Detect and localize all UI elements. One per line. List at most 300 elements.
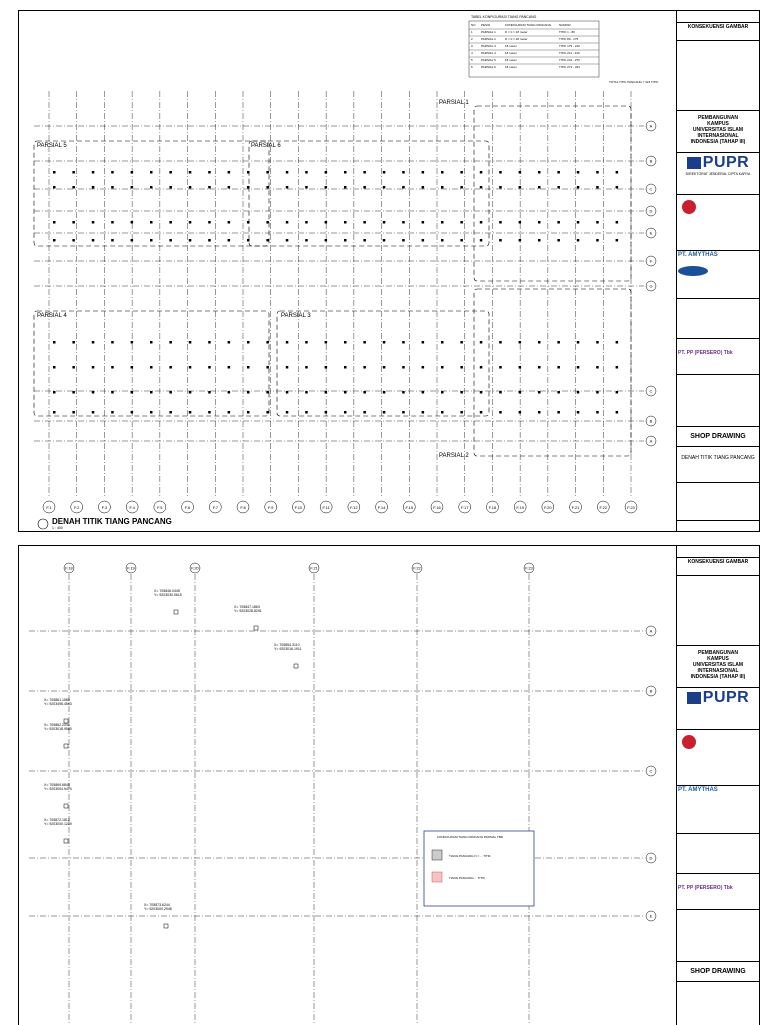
pile-marker [169, 411, 172, 414]
contractor-logo-icon [682, 735, 696, 749]
grid-column-label: F.16 [433, 505, 441, 510]
pile-marker [266, 239, 269, 242]
pile-marker [228, 186, 231, 189]
pile-marker [557, 341, 560, 344]
pile-marker [286, 171, 289, 174]
pile-marker [228, 221, 231, 224]
pile-marker [557, 239, 560, 242]
pile-marker [616, 366, 619, 369]
pile-marker [64, 804, 68, 808]
pile-marker [228, 239, 231, 242]
pile-marker [286, 411, 289, 414]
grid-column-label: F.14 [377, 505, 386, 510]
pile-marker [92, 221, 95, 224]
pile-marker [422, 366, 425, 369]
pile-marker [53, 391, 56, 394]
pile-marker [577, 366, 580, 369]
pile-marker [499, 186, 502, 189]
pile-marker [519, 221, 522, 224]
pile-marker [169, 341, 172, 344]
coordinate-y: Y= 9203016.1911 [274, 647, 302, 651]
legend-item-2: TIANG PANCANG ... TITIK [449, 876, 486, 880]
pile-marker [53, 239, 56, 242]
pile-marker [596, 366, 599, 369]
pile-marker [441, 239, 444, 242]
pile-marker [538, 239, 541, 242]
sheet-pile-coordinates [18, 545, 760, 1025]
consultant-name-2: PT. AMYTHAS [678, 787, 718, 793]
pile-marker [441, 186, 444, 189]
pile-marker [499, 366, 502, 369]
pile-marker [131, 221, 134, 224]
coordinate-y: Y= 9203028.8291 [234, 609, 262, 613]
pile-marker [111, 221, 114, 224]
pile-marker [557, 186, 560, 189]
pile-marker [325, 341, 328, 344]
pile-marker [208, 411, 211, 414]
pile-marker [325, 221, 328, 224]
pile-marker [72, 411, 75, 414]
pile-marker [189, 366, 192, 369]
pile-table-cell: TITIK 241 - 270 [559, 58, 580, 62]
partial-zone-outline [34, 141, 269, 246]
pile-marker [294, 664, 298, 668]
pile-marker [254, 626, 258, 630]
pupr-logo-icon [687, 692, 701, 704]
coordinate-y: Y= 9203000.1289 [44, 822, 72, 826]
grid-row-label: C [649, 186, 653, 192]
pile-marker [92, 171, 95, 174]
pile-marker [538, 221, 541, 224]
partial-zone-outline [474, 289, 631, 456]
title-block-header-2: KONSEKUENSI GAMBAR [677, 558, 759, 576]
pile-marker [64, 839, 68, 843]
pile-marker [208, 391, 211, 394]
pile-marker [499, 239, 502, 242]
pile-marker [72, 221, 75, 224]
pile-marker [344, 171, 347, 174]
pile-table-cell: PARSIAL 6 [481, 65, 496, 69]
pile-table-cell: 18 meter [505, 51, 517, 55]
pile-table-cell: 4 [471, 51, 473, 55]
pile-marker [325, 411, 328, 414]
pile-marker [92, 391, 95, 394]
pile-marker [441, 171, 444, 174]
pile-marker [480, 171, 483, 174]
pile-marker [402, 391, 405, 394]
pile-marker [189, 341, 192, 344]
grid-row-label: B [649, 688, 653, 694]
pile-marker [247, 171, 250, 174]
pt-name-2: PT. PP (PERSERO) Tbk [678, 885, 733, 891]
grid-column-label: F.20 [544, 505, 552, 510]
pile-marker [538, 366, 541, 369]
plan-title-bubble [38, 519, 48, 529]
pile-marker [441, 341, 444, 344]
pile-marker [402, 366, 405, 369]
pile-marker [460, 186, 463, 189]
plan-title: DENAH TITIK TIANG PANCANG [52, 517, 172, 526]
pile-marker [499, 221, 502, 224]
grid-column-label: F.3 [101, 505, 108, 510]
pile-marker [53, 366, 56, 369]
pile-table-header: NOMOR [559, 23, 571, 27]
pile-marker [460, 366, 463, 369]
coordinate-x: X= 705861.1580 [44, 698, 70, 702]
pile-marker [131, 391, 134, 394]
pile-marker [402, 411, 405, 414]
pile-marker [460, 391, 463, 394]
pile-marker [519, 171, 522, 174]
pile-marker [344, 186, 347, 189]
partial-zone-outline [277, 311, 489, 416]
grid-row-label: B [649, 418, 653, 424]
pile-marker [325, 391, 328, 394]
partial-zone-outline [249, 141, 489, 246]
pile-marker [616, 186, 619, 189]
grid-column-label: F.18 [65, 565, 73, 571]
pile-marker [344, 411, 347, 414]
title-block-header: KONSEKUENSI GAMBAR [677, 23, 759, 41]
pile-marker [383, 411, 386, 414]
pile-marker [402, 171, 405, 174]
pile-marker [111, 411, 114, 414]
owner-logo-text-2: PUPR [702, 689, 750, 706]
pile-table-cell: 5 [471, 58, 473, 62]
grid-column-label: F.20 [191, 565, 199, 571]
pile-marker [538, 171, 541, 174]
pile-marker [111, 391, 114, 394]
pile-marker [383, 239, 386, 242]
grid-column-label: F.1 [46, 505, 52, 510]
grid-column-label: F.19 [127, 565, 135, 571]
grid-row-label: F [649, 258, 653, 264]
pile-marker [383, 221, 386, 224]
pile-marker [402, 186, 405, 189]
pile-marker [577, 221, 580, 224]
pile-marker [228, 366, 231, 369]
grid-column-label: F.2 [74, 505, 80, 510]
pile-marker [208, 221, 211, 224]
pile-marker [131, 186, 134, 189]
pile-marker [208, 366, 211, 369]
pile-marker [92, 366, 95, 369]
grid-column-label: F.23 [627, 505, 635, 510]
pile-marker [305, 366, 308, 369]
coordinate-x: X= 705846.0445 [154, 589, 180, 593]
coordinate-x: X= 705862.2036 [44, 723, 70, 727]
grid-row-label: G [649, 283, 653, 289]
grid-row-label: A [649, 628, 653, 634]
pile-table-cell: PARSIAL 4 [481, 51, 496, 55]
grid-column-label: F.21 [310, 565, 318, 571]
pile-marker [402, 239, 405, 242]
grid-column-label: F.23 [525, 565, 533, 571]
pile-marker [480, 221, 483, 224]
pile-marker [402, 341, 405, 344]
pile-table-cell: PARSIAL 1 [481, 30, 496, 34]
pile-marker [596, 171, 599, 174]
pile-table-cell: 18 meter [505, 65, 517, 69]
pile-marker [441, 221, 444, 224]
pile-marker [577, 411, 580, 414]
pile-marker [441, 366, 444, 369]
pile-plan-svg [19, 11, 677, 531]
pile-marker [441, 411, 444, 414]
pile-marker [499, 341, 502, 344]
pile-marker [189, 221, 192, 224]
pile-table-cell: 1 [471, 30, 473, 34]
pile-marker [616, 411, 619, 414]
project-name-2: PEMBANGUNAN KAMPUS UNIVERSITAS ISLAM INTERNASIONAL INDONESIA (TAHAP III) [677, 646, 759, 688]
pile-marker [499, 411, 502, 414]
pile-marker [72, 239, 75, 242]
pile-table-cell: D = 0 = 18 meter [505, 37, 528, 41]
pile-marker [305, 221, 308, 224]
pile-table-cell: PARSIAL 3 [481, 44, 496, 48]
plan-scale: 1 : 400 [52, 526, 63, 530]
pile-marker [519, 186, 522, 189]
sheet-pile-plan-overview [18, 10, 760, 532]
pile-marker [131, 411, 134, 414]
legend-box [424, 831, 534, 906]
grid-row-label: C [649, 768, 653, 774]
pile-marker [596, 239, 599, 242]
pile-marker [577, 391, 580, 394]
pile-marker [596, 391, 599, 394]
pile-marker [460, 341, 463, 344]
pile-marker [325, 239, 328, 242]
pile-marker [616, 239, 619, 242]
pile-marker [616, 171, 619, 174]
pile-table-cell: 6 [471, 65, 473, 69]
grid-row-label: D [649, 855, 653, 861]
title-block-2 [676, 546, 759, 1025]
pile-marker [383, 341, 386, 344]
pile-marker [189, 239, 192, 242]
pile-marker [228, 341, 231, 344]
pile-marker [169, 391, 172, 394]
consultant-logo-icon [678, 266, 708, 276]
pile-marker [480, 341, 483, 344]
coordinate-plan-svg [19, 546, 677, 1025]
pile-marker [577, 171, 580, 174]
pile-marker [150, 186, 153, 189]
pile-marker [383, 186, 386, 189]
pile-table-cell: TITIK 80 - 175 [559, 37, 579, 41]
pile-marker [150, 391, 153, 394]
grid-column-label: F.4 [129, 505, 135, 510]
pile-marker [577, 239, 580, 242]
pile-marker [422, 341, 425, 344]
pile-marker [150, 366, 153, 369]
pile-table-cell: PARSIAL 5 [481, 58, 496, 62]
pile-marker [53, 411, 56, 414]
pile-marker [266, 186, 269, 189]
grid-column-label: F.22 [413, 565, 421, 571]
pile-marker [111, 239, 114, 242]
owner-line: DIREKTORAT JENDERAL CIPTA KARYA [685, 172, 751, 176]
shop-drawing-label-2: SHOP DRAWING [677, 962, 759, 982]
pile-marker [344, 221, 347, 224]
pile-marker [577, 186, 580, 189]
grid-column-label: F.17 [460, 505, 469, 510]
pile-marker [363, 391, 366, 394]
pile-marker [363, 171, 366, 174]
pile-marker [247, 239, 250, 242]
pile-marker [422, 391, 425, 394]
grid-row-label: E [649, 913, 653, 919]
grid-row-label: D [649, 208, 653, 214]
pile-marker [616, 221, 619, 224]
pile-marker [499, 171, 502, 174]
pile-marker [228, 171, 231, 174]
pile-marker [266, 391, 269, 394]
partial-zone-label: PARSIAL 5 [37, 143, 67, 149]
partial-zone-label: PARSIAL 1 [439, 100, 469, 106]
pile-marker [325, 186, 328, 189]
pile-table-cell: 2 [471, 37, 473, 41]
legend-title: KONFIGURASI TIANG PANCANG PARSIAL TBD [437, 835, 504, 839]
pile-table-title: TABEL KONFIGURASI TIANG PANCANG [471, 15, 537, 19]
pile-marker [111, 171, 114, 174]
pile-marker [164, 924, 168, 928]
pile-marker [189, 186, 192, 189]
pile-marker [228, 411, 231, 414]
pile-marker [111, 186, 114, 189]
pile-marker [519, 411, 522, 414]
pile-marker [557, 366, 560, 369]
pile-marker [344, 341, 347, 344]
pile-marker [616, 341, 619, 344]
pile-table-cell: TITIK 175 - 210 [559, 44, 580, 48]
pile-marker [383, 391, 386, 394]
pile-marker [92, 341, 95, 344]
pile-marker [92, 239, 95, 242]
pile-marker [247, 391, 250, 394]
pile-marker [53, 341, 56, 344]
pile-marker [111, 341, 114, 344]
owner-logo-block [677, 153, 759, 195]
pile-marker [247, 366, 250, 369]
pile-marker [422, 239, 425, 242]
contractor-block [677, 195, 759, 251]
pile-marker [344, 366, 347, 369]
pile-marker [286, 221, 289, 224]
pile-marker [325, 171, 328, 174]
pile-marker [266, 341, 269, 344]
pile-marker [363, 366, 366, 369]
grid-row-label: B [649, 158, 653, 164]
pile-marker [616, 391, 619, 394]
coordinate-x: X= 705873.6244 [144, 903, 170, 907]
grid-row-label: A [649, 438, 653, 444]
pile-marker [72, 366, 75, 369]
pile-marker [150, 221, 153, 224]
pile-marker [557, 391, 560, 394]
grid-column-label: F.21 [571, 505, 580, 510]
pile-marker [286, 341, 289, 344]
pile-marker [150, 239, 153, 242]
pile-marker [247, 341, 250, 344]
pile-marker [150, 171, 153, 174]
pile-marker [519, 391, 522, 394]
coordinate-y: Y= 9203018.9580 [44, 727, 72, 731]
coordinate-y: Y= 9203000.2948 [144, 907, 172, 911]
pile-marker [305, 186, 308, 189]
grid-column-label: F.18 [488, 505, 497, 510]
grid-column-label: F.9 [268, 505, 274, 510]
pupr-logo-icon [687, 157, 701, 169]
pile-marker [189, 411, 192, 414]
pile-marker [189, 391, 192, 394]
pile-marker [169, 221, 172, 224]
pile-marker [363, 411, 366, 414]
pt-name: PT. PP (PERSERO) Tbk [678, 350, 733, 356]
pile-table-header: KONFIGURASI TIANG PANCANG [505, 23, 552, 27]
pile-marker [64, 744, 68, 748]
pile-marker [363, 239, 366, 242]
pile-marker [189, 171, 192, 174]
pile-table-cell: 18 meter [505, 44, 517, 48]
coordinate-x: X= 705854.3110 [274, 643, 300, 647]
pile-marker [72, 341, 75, 344]
owner-logo-block-2 [677, 688, 759, 730]
grid-row-label: C [649, 388, 653, 394]
pile-marker [286, 186, 289, 189]
pile-table-cell: 3 [471, 44, 473, 48]
pile-marker [72, 171, 75, 174]
pile-marker [286, 239, 289, 242]
pile-marker [422, 411, 425, 414]
partial-zone-outline [474, 106, 631, 281]
pile-marker [596, 341, 599, 344]
pile-marker [305, 239, 308, 242]
grid-column-label: F.22 [599, 505, 608, 510]
grid-row-label: E [649, 230, 653, 236]
pile-marker [286, 366, 289, 369]
grid-column-label: F.12 [350, 505, 358, 510]
legend-swatch-2 [432, 872, 442, 882]
pile-marker [596, 411, 599, 414]
pile-marker [480, 411, 483, 414]
pile-marker [92, 186, 95, 189]
pile-table-cell: D = 0 = 18 meter [505, 30, 528, 34]
grid-column-label: F.11 [322, 505, 330, 510]
pile-marker [460, 239, 463, 242]
pile-marker [305, 411, 308, 414]
consultant-name: PT. AMYTHAS [678, 252, 718, 258]
coordinate-y: Y= 9203030.0615 [154, 593, 182, 597]
pile-marker [150, 341, 153, 344]
partial-zone-label: PARSIAL 3 [281, 313, 311, 319]
grid-column-label: F.7 [212, 505, 218, 510]
coordinate-x: X= 705847.1863 [234, 605, 260, 609]
pile-marker [363, 341, 366, 344]
pile-marker [383, 171, 386, 174]
pile-marker [557, 411, 560, 414]
drawing-title: DENAH TITIK TIANG PANCANG [677, 447, 759, 483]
pile-marker [305, 391, 308, 394]
pile-marker [519, 366, 522, 369]
pile-marker [72, 391, 75, 394]
pile-marker [557, 171, 560, 174]
pile-marker [53, 221, 56, 224]
consultant-block [677, 251, 759, 299]
pile-marker [208, 239, 211, 242]
pile-total: TOTAL TITIK PANCANG = 324 TITIK [609, 80, 659, 84]
pile-marker [460, 171, 463, 174]
